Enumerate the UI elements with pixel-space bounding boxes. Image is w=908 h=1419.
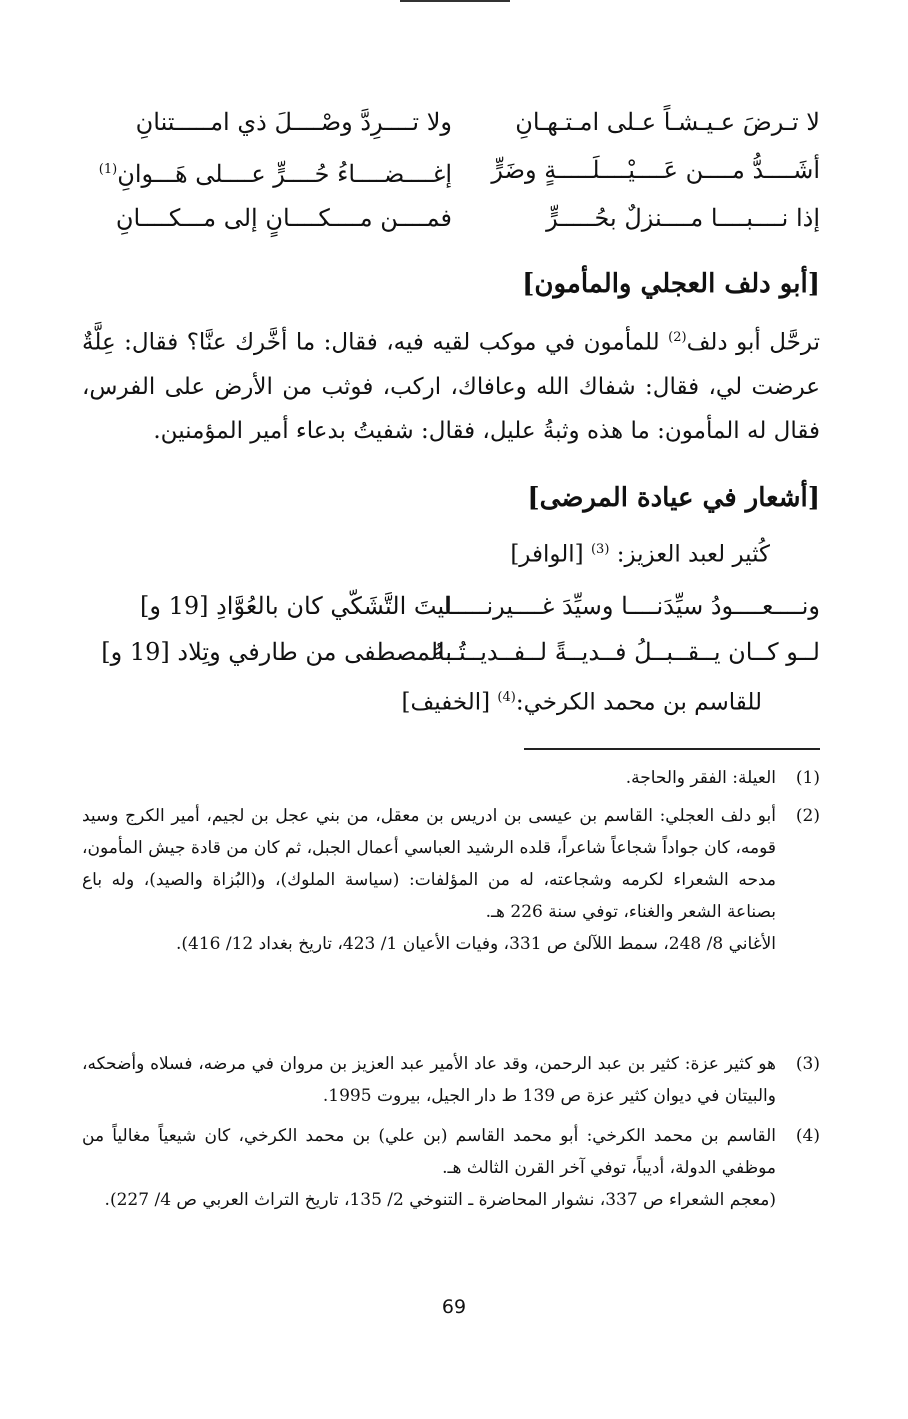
footnote-ref: (3): [590, 542, 610, 557]
footnote-text: القاسم بن محمد الكرخي: أبو محمد القاسم (بن علي) بن محمد الكرخي، كان شيعياً مغالياً من موظفي الدولة، أديباً، توفي آخر القرن الثالث هـ.: [82, 1126, 776, 1178]
page-number: 69: [441, 1296, 467, 1318]
verse-first-hemistich: لا تـرضَ عـيـشـاً عـلى امـتـهـانِ: [515, 108, 820, 136]
verse-line: [82, 198, 820, 238]
verse-line: [82, 102, 820, 142]
verse-second-hemistich: فمــــن مــــكــــانٍ إلى مـــكــــانِ: [115, 204, 452, 232]
section-heading: [أشعار في عيادة المرضى]: [527, 483, 820, 513]
anecdote-paragraph: ترحَّل أبو دلف$^{(2)}$ للمأمون في موكب لقيه فيه، فقال: ما أخَّرك عنَّا؟ فقال: عِلَّةٌ عرضت لي، فقال: شفاك الله وعافاك، اركب، فوثب من الأرض على الفرس، فقال له المأمون: ما هذه وثبةُ عليل، فقال: شفيتُ بدعاء أمير المؤمنين.: [82, 329, 820, 444]
footnote: [82, 1120, 820, 1216]
footnote-text: العيلة: الفقر والحاجة.: [625, 768, 776, 788]
verse-second-hemistich: ليتَ التَّشَكّي كان بالعُوَّادِ [19 و]: [139, 592, 452, 620]
footnote-text: هو كثير عزة: كثير بن عبد الرحمن، وقد عاد الأمير عبد العزيز بن مروان في مرضه، فسلاه وأضحكه، والبيتان في ديوان كثير عزة ص 139 ط دار الجيل، بيروت 1995.: [82, 1054, 776, 1106]
verse-first-hemistich: لــو كــان يــقــبــلُ فــديــةً لــفــديــتُــهُ: [432, 638, 820, 666]
book-page: [82, 0, 820, 1419]
footnote-sources: (معجم الشعراء ص 337، نشوار المحاضرة ـ التنوخي 2/ 135، تاريخ التراث العربي ص 4/ 227).: [104, 1190, 776, 1210]
verse-second-hemistich: بالمصطفى من طارفي وتِلاد [19 و]: [101, 638, 452, 666]
footnote-ref: (1): [98, 162, 118, 177]
footnote: [82, 762, 820, 794]
footnote: [82, 800, 820, 960]
verse-first-hemistich: إذا نــــبــــا مــــنزلٌ بحُـــــرٍّ: [546, 204, 820, 232]
verse-line: [82, 632, 820, 672]
footnote-number: (4): [795, 1126, 820, 1146]
footnote: [82, 1048, 820, 1112]
footnote-ref: (4): [497, 690, 516, 705]
section-heading: [أبو دلف العجلي والمأمون]: [522, 269, 820, 299]
verse-second-hemistich: إغــــضــــاءُ حُــــرٍّ عــــلى هَـــوانِ$^{(1)}$: [98, 160, 452, 188]
verse-line: [82, 150, 820, 190]
footnote-separator: [524, 748, 820, 750]
poem-attribution: كُثير لعبد العزيز: $^{(3)}$ [الوافر]: [510, 541, 770, 568]
verse-first-hemistich: أشَــــدُّ مــــن عَــــيْــــلَـــــةٍ وضَرٍّ: [491, 156, 820, 184]
footnote-sources: الأغاني 8/ 248، سمط اللآلئ ص 331، وفيات الأعيان 1/ 423، تاريخ بغداد 12/ 416).: [175, 934, 776, 954]
footnote-text: أبو دلف العجلي: القاسم بن عيسى بن ادريس بن معقل، من بني عجل بن لجيم، أمير الكرج وسيد قومه، كان جواداً شجاعاً شاعراً، قلده الرشيد العباسي أعمال الجبل، ثم كان من قادة جيش المأمون، مدحه الشعراء لكرمه وشجاعته، له من المؤلفات: (سياسة الملوك)، و(البُزاة والصيد)، وله باع بصناعة الشعر والغناء، توفي سنة 226 هـ.: [82, 806, 776, 922]
verse-second-hemistich: ولا تــــرِدَّ وصْــــلَ ذي امـــــتنانِ: [135, 108, 452, 136]
poem-attribution: للقاسم بن محمد الكرخي:$^{(4)}$ [الخفيف]: [401, 689, 762, 716]
footnote-ref: (2): [668, 330, 687, 345]
verse-first-hemistich: ونــــعــــودُ سيِّدَنــــا وسيِّدَ غــــيرنـــــا: [444, 592, 820, 620]
verse-line: [82, 586, 820, 626]
footnote-number: (1): [795, 768, 820, 788]
footnote-number: (2): [795, 806, 820, 826]
footnote-number: (3): [795, 1054, 820, 1074]
